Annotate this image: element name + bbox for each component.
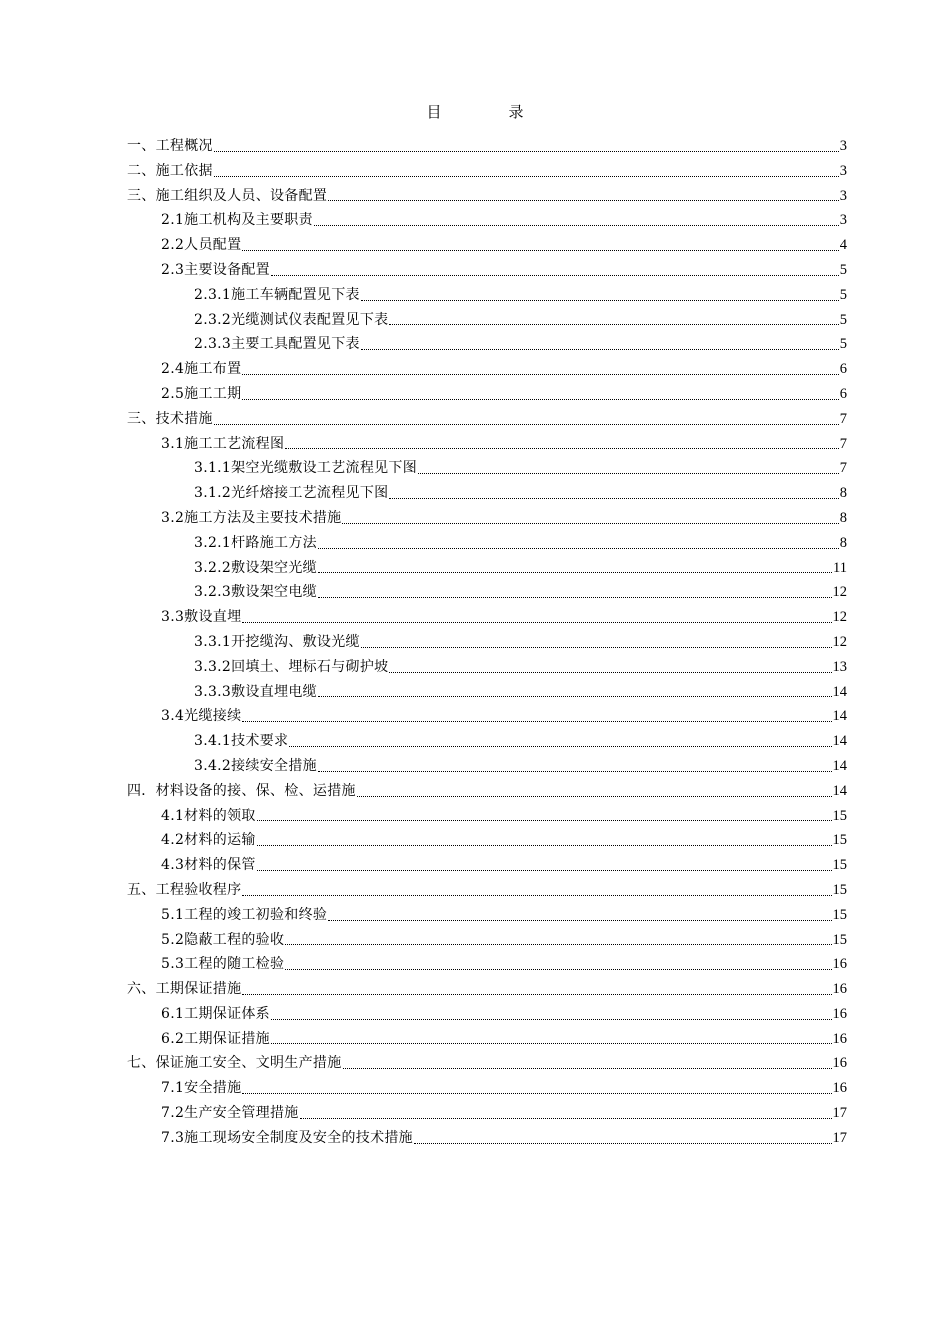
dot-leader	[361, 300, 839, 301]
toc-entry-page-number: 15	[832, 881, 847, 898]
toc-entry-label: 3.1.1架空光缆敷设工艺流程见下图	[194, 460, 418, 477]
dot-leader	[357, 796, 832, 797]
toc-entry-page-number: 3	[839, 187, 847, 204]
toc-entry-page-number: 5	[839, 311, 847, 328]
dot-leader	[289, 746, 831, 747]
toc-entry-label: 3.2.1杆路施工方法	[194, 534, 317, 551]
toc-entry-page-number: 16	[832, 956, 847, 973]
toc-entry-label: 六、工期保证措施	[127, 981, 242, 998]
toc-entry-page-number: 13	[832, 658, 847, 675]
toc-entry-label: 五、工程验收程序	[127, 881, 242, 898]
toc-entry-page-number: 14	[832, 708, 847, 725]
toc-entry-label: 5.3工程的随工检验	[161, 956, 285, 973]
toc-entry-page-number: 6	[839, 361, 847, 378]
toc-entry-page-number: 4	[839, 237, 847, 254]
toc-entry-label: 2.3主要设备配置	[161, 261, 270, 278]
toc-entry[interactable]	[127, 1101, 847, 1126]
toc-entry-label: 3.3敷设直埋	[161, 609, 242, 626]
dot-leader	[318, 771, 832, 772]
toc-entry-page-number: 16	[832, 1080, 847, 1097]
toc-entry-page-number: 14	[832, 683, 847, 700]
toc-entry[interactable]	[127, 456, 847, 481]
toc-entry-label: 3.1.2光纤熔接工艺流程见下图	[194, 485, 389, 502]
toc-entry-label: 2.3.2光缆测试仪表配置见下表	[194, 311, 389, 328]
toc-entry-label: 二、施工依据	[127, 162, 213, 179]
toc-entry-label: 2.3.1施工车辆配置见下表	[194, 286, 360, 303]
dot-leader	[328, 200, 839, 201]
toc-entry-label: 3.4光缆接续	[161, 708, 242, 725]
dot-leader	[271, 1019, 832, 1020]
toc-entry-page-number: 17	[832, 1129, 847, 1146]
toc-entry-label: 6.1工期保证体系	[161, 1005, 270, 1022]
toc-entry-page-number: 12	[832, 584, 847, 601]
dot-leader	[285, 969, 831, 970]
dot-leader	[242, 622, 831, 623]
toc-entry[interactable]	[127, 134, 847, 159]
dot-leader	[389, 672, 831, 673]
dot-leader	[328, 920, 831, 921]
toc-entry-label: 3.3.3敷设直埋电缆	[194, 683, 317, 700]
toc-entry-label: 2.1施工机构及主要职责	[161, 212, 313, 229]
toc-entry[interactable]	[127, 308, 847, 333]
toc-entry-label: 5.1工程的竣工初验和终验	[161, 906, 328, 923]
toc-entry[interactable]	[127, 828, 847, 853]
toc-entry[interactable]	[127, 382, 847, 407]
toc-entry[interactable]	[127, 432, 847, 457]
dot-leader	[418, 473, 839, 474]
dot-leader	[242, 1093, 831, 1094]
toc-entry-page-number: 15	[832, 857, 847, 874]
toc-entry[interactable]	[127, 729, 847, 754]
dot-leader	[318, 548, 839, 549]
dot-leader	[300, 1118, 832, 1119]
toc-entry-page-number: 8	[839, 485, 847, 502]
dot-leader	[318, 572, 832, 573]
dot-leader	[285, 944, 831, 945]
toc-list	[127, 134, 847, 1151]
dot-leader	[389, 498, 838, 499]
toc-entry[interactable]	[127, 258, 847, 283]
toc-entry-page-number: 3	[839, 138, 847, 154]
toc-entry-page-number: 14	[832, 757, 847, 774]
toc-entry-page-number: 16	[832, 1005, 847, 1022]
toc-entry-page-number: 5	[839, 261, 847, 278]
toc-entry-page-number: 15	[832, 906, 847, 923]
toc-entry[interactable]	[127, 283, 847, 308]
dot-leader	[314, 225, 839, 226]
toc-entry-label: 7.1安全措施	[161, 1080, 242, 1097]
toc-entry[interactable]	[127, 853, 847, 878]
toc-entry[interactable]	[127, 1002, 847, 1027]
dot-leader	[271, 1043, 832, 1044]
toc-entry-page-number: 7	[839, 410, 847, 427]
toc-entry-page-number: 7	[839, 460, 847, 477]
dot-leader	[414, 1143, 832, 1144]
toc-entry-label: 三、技术措施	[127, 410, 213, 427]
dot-leader	[361, 647, 832, 648]
toc-entry[interactable]	[127, 407, 847, 432]
toc-entry[interactable]	[127, 878, 847, 903]
dot-leader	[242, 721, 831, 722]
toc-entry[interactable]	[127, 630, 847, 655]
toc-entry-page-number: 8	[839, 509, 847, 526]
toc-entry[interactable]	[127, 1027, 847, 1052]
toc-entry-label: 4.3材料的保管	[161, 857, 256, 874]
toc-entry-label: 7.3施工现场安全制度及安全的技术措施	[161, 1129, 413, 1146]
dot-leader	[214, 151, 839, 152]
toc-entry-label: 3.3.2回填土、埋标石与砌护坡	[194, 658, 389, 675]
dot-leader	[257, 820, 832, 821]
dot-leader	[343, 1068, 832, 1069]
toc-entry-page-number: 15	[832, 931, 847, 948]
toc-entry[interactable]	[127, 928, 847, 953]
toc-entry[interactable]	[127, 1051, 847, 1076]
toc-entry-label: 3.1施工工艺流程图	[161, 435, 285, 452]
toc-entry[interactable]	[127, 804, 847, 829]
toc-entry-label: 一、工程概况	[127, 138, 213, 154]
toc-entry[interactable]	[127, 952, 847, 977]
dot-leader	[214, 176, 839, 177]
toc-entry-page-number: 5	[839, 336, 847, 353]
toc-entry[interactable]	[127, 481, 847, 506]
toc-entry-page-number: 3	[839, 162, 847, 179]
toc-entry[interactable]	[127, 903, 847, 928]
dot-leader	[242, 994, 831, 995]
toc-entry[interactable]	[127, 754, 847, 779]
toc-entry-label: 2.3.3主要工具配置见下表	[194, 336, 360, 353]
toc-entry-page-number: 7	[839, 435, 847, 452]
toc-entry[interactable]	[127, 1076, 847, 1101]
dot-leader	[318, 696, 832, 697]
toc-entry-page-number: 14	[832, 782, 847, 799]
dot-leader	[271, 275, 839, 276]
dot-leader	[242, 399, 838, 400]
dot-leader	[342, 523, 838, 524]
toc-entry-label: 3.2.2敷设架空光缆	[194, 559, 317, 576]
toc-entry-page-number: 6	[839, 385, 847, 402]
toc-entry[interactable]	[127, 184, 847, 209]
dot-leader	[257, 870, 832, 871]
toc-entry-label: 4.1材料的领取	[161, 807, 256, 824]
toc-entry[interactable]	[127, 208, 847, 233]
toc-entry-page-number: 5	[839, 286, 847, 303]
toc-entry-page-number: 12	[832, 609, 847, 626]
toc-entry-page-number: 8	[839, 534, 847, 551]
toc-entry[interactable]	[127, 704, 847, 729]
toc-entry[interactable]	[127, 357, 847, 382]
toc-entry-page-number: 16	[832, 1030, 847, 1047]
toc-entry[interactable]	[127, 977, 847, 1002]
toc-entry[interactable]	[127, 605, 847, 630]
toc-entry-label: 6.2工期保证措施	[161, 1030, 270, 1047]
toc-entry[interactable]	[127, 655, 847, 680]
toc-entry-page-number: 15	[832, 807, 847, 824]
toc-entry-page-number: 16	[832, 981, 847, 998]
dot-leader	[242, 374, 838, 375]
toc-entry-label: 3.4.1技术要求	[194, 733, 289, 750]
toc-entry-label: 四．材料设备的接、保、检、运措施	[127, 782, 356, 799]
toc-entry-page-number: 12	[832, 633, 847, 650]
dot-leader	[242, 895, 831, 896]
toc-entry[interactable]	[127, 580, 847, 605]
dot-leader	[285, 448, 838, 449]
dot-leader	[318, 597, 832, 598]
dot-leader	[214, 424, 839, 425]
toc-entry-label: 5.2隐蔽工程的验收	[161, 931, 285, 948]
toc-entry-label: 3.2.3敷设架空电缆	[194, 584, 317, 601]
toc-entry[interactable]	[127, 556, 847, 581]
toc-entry-label: 2.5施工工期	[161, 385, 242, 402]
toc-title: 目 录	[426, 103, 550, 121]
dot-leader	[389, 324, 838, 325]
toc-entry[interactable]	[127, 680, 847, 705]
toc-entry-page-number: 15	[832, 832, 847, 849]
dot-leader	[361, 349, 839, 350]
toc-entry-page-number: 3	[839, 212, 847, 229]
toc-entry[interactable]	[127, 159, 847, 184]
toc-entry-label: 7.2生产安全管理措施	[161, 1105, 299, 1122]
toc-entry-label: 3.4.2接续安全措施	[194, 757, 317, 774]
toc-entry[interactable]	[127, 1126, 847, 1151]
toc-entry-label: 2.2人员配置	[161, 237, 242, 254]
toc-entry[interactable]	[127, 779, 847, 804]
toc-entry-label: 三、施工组织及人员、设备配置	[127, 187, 328, 204]
toc-entry[interactable]	[127, 506, 847, 531]
toc-entry-page-number: 16	[832, 1055, 847, 1072]
toc-entry-page-number: 14	[832, 733, 847, 750]
toc-entry-page-number: 11	[833, 559, 847, 576]
dot-leader	[257, 845, 832, 846]
dot-leader	[242, 250, 838, 251]
toc-entry-label: 3.3.1开挖缆沟、敷设光缆	[194, 633, 360, 650]
toc-entry-label: 4.2材料的运输	[161, 832, 256, 849]
toc-entry-label: 2.4施工布置	[161, 361, 242, 378]
toc-entry-page-number: 17	[832, 1105, 847, 1122]
toc-entry[interactable]	[127, 531, 847, 556]
toc-entry[interactable]	[127, 332, 847, 357]
toc-entry-label: 七、保证施工安全、文明生产措施	[127, 1055, 342, 1072]
toc-entry[interactable]	[127, 233, 847, 258]
toc-entry-label: 3.2施工方法及主要技术措施	[161, 509, 342, 526]
